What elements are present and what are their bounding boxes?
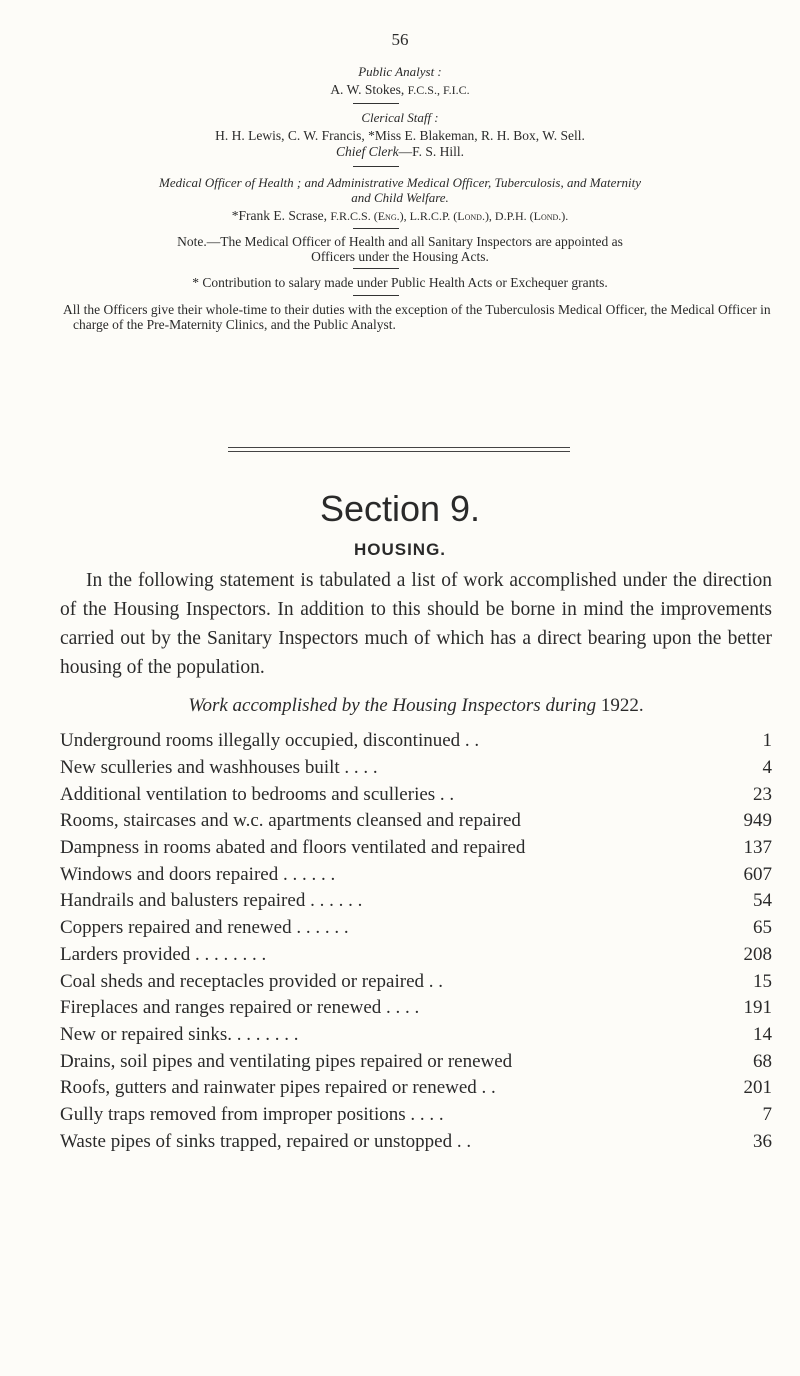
medical-officer-name: *Frank E. Scrase, [231,208,327,223]
work-item-label: Drains, soil pipes and ventilating pipes repaired or renewed [60,1050,513,1072]
table-row [60,1102,772,1129]
work-item-value: 14 [753,1023,772,1045]
table-row [60,1048,772,1075]
work-item-value: 7 [762,1103,772,1125]
section-divider [228,447,570,452]
work-item-label: Additional ventilation to bedrooms and sculleries . . [60,783,455,805]
table-row [60,1128,772,1155]
divider [353,228,399,229]
work-item-value: 191 [743,997,772,1019]
intro-paragraph: In the following statement is tabulated a list of work accomplished under the direction of the Housing Inspectors. In addition to this should be borne in mind the improvements carried out by the Sanitary Inspectors much of which has a direct bearing upon the better housing of the population. [60,570,772,678]
public-analyst-heading: Public Analyst : [358,64,442,79]
work-item-label: Fireplaces and ranges repaired or renewed . . . . [60,997,420,1019]
table-row [60,808,772,835]
work-item-value: 607 [743,863,772,885]
work-item-value: 65 [753,917,772,939]
work-item-value: 68 [753,1050,772,1072]
medical-officer-line [0,208,800,224]
divider [353,268,399,269]
table-row [60,995,772,1022]
officers-statement: All the Officers give their whole-time to their duties with the exception of the Tuberculosis Medical Officer, the Medical Officer in charge of the Pre-Maternity Clinics, and the Public Analyst. [63,302,771,332]
work-item-value: 201 [743,1077,772,1099]
work-item-label: Handrails and balusters repaired . . . . . . [60,890,363,912]
table-row [60,835,772,862]
page-number: 56 [391,30,409,49]
work-item-label: Coppers repaired and renewed . . . . . . [60,917,349,939]
table-row [60,888,772,915]
work-item-label: Coal sheds and receptacles provided or repaired . . [60,970,444,992]
work-item-label: Roofs, gutters and rainwater pipes repaired or renewed . . [60,1077,496,1099]
table-row [60,781,772,808]
medical-officer-heading-1: Medical Officer of Health ; and Administrative Medical Officer, Tuberculosis, and Maternity [158,175,641,190]
chief-clerk-name: —F. S. Hill. [398,144,464,159]
work-item-value: 1 [762,730,772,752]
work-item-value: 137 [743,837,772,859]
table-row [60,915,772,942]
work-item-value: 15 [753,970,772,992]
medical-officer-heading-2: and Child Welfare. [351,190,449,205]
note-line-2: Officers under the Housing Acts. [311,249,489,264]
table-row [60,755,772,782]
work-item-value: 54 [753,890,772,912]
work-item-label: Gully traps removed from improper positions . . . . [60,1103,444,1125]
clerical-staff-heading: Clerical Staff : [361,110,439,125]
work-caption-year: 1922. [600,695,644,716]
work-item-value: 23 [753,783,772,805]
clerical-staff-names: H. H. Lewis, C. W. Francis, *Miss E. Blakeman, R. H. Box, W. Sell. [215,128,585,143]
work-table [60,728,772,1155]
work-item-value: 208 [743,943,772,965]
work-item-value: 36 [753,1130,772,1152]
work-item-value: 949 [743,810,772,832]
table-row [60,1075,772,1102]
work-item-value: 4 [762,757,772,779]
work-item-label: Waste pipes of sinks trapped, repaired or unstopped . . [60,1130,472,1152]
chief-clerk-label: Chief Clerk [336,144,399,159]
work-item-label: Underground rooms illegally occupied, discontinued . . [60,730,480,752]
table-row [60,861,772,888]
work-item-label: Dampness in rooms abated and floors ventilated and repaired [60,837,526,859]
public-analyst-name: A. W. Stokes, [330,82,405,97]
public-analyst-qualifications: F.C.S., F.I.C. [407,83,470,97]
contribution-note: * Contribution to salary made under Public Health Acts or Exchequer grants. [192,275,608,290]
work-caption-text: Work accomplished by the Housing Inspectors during [188,695,597,716]
divider [353,295,399,296]
work-item-label: Larders provided . . . . . . . . [60,943,267,965]
divider [353,166,399,167]
divider [353,103,399,104]
chief-clerk-line [0,144,800,160]
table-row [60,1022,772,1049]
public-analyst-line [0,82,800,98]
section-title: Section 9. [319,488,481,529]
work-item-label: New sculleries and washhouses built . . . . [60,757,378,779]
table-row [60,942,772,969]
section-subtitle: HOUSING. [353,540,447,559]
note-line-1: Note.—The Medical Officer of Health and all Sanitary Inspectors are appointed as [177,234,623,249]
medical-officer-qualifications: F.R.C.S. (Eng.), L.R.C.P. (Lond.), D.P.H. (Lond.). [330,209,569,223]
work-item-label: Windows and doors repaired . . . . . . [60,863,336,885]
work-caption [60,695,772,717]
work-item-label: New or repaired sinks. . . . . . . . [60,1023,299,1045]
table-row [60,968,772,995]
work-item-label: Rooms, staircases and w.c. apartments cleansed and repaired [60,810,521,832]
table-row [60,728,772,755]
